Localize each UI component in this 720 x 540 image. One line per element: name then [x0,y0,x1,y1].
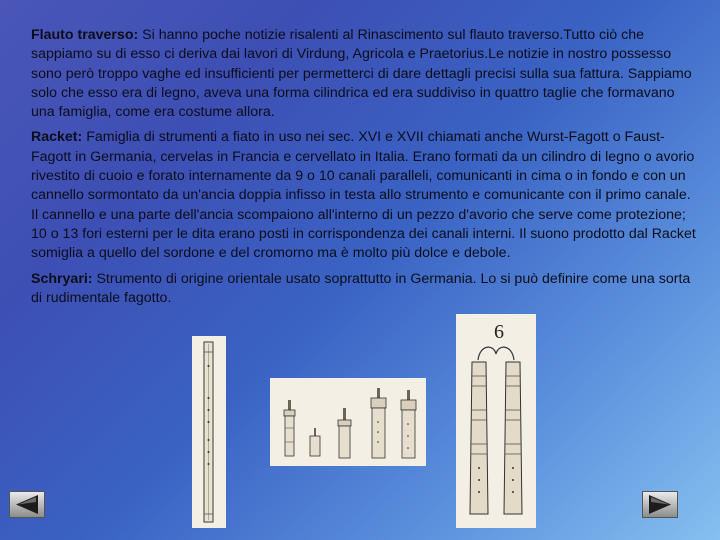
paragraph-body: Si hanno poche notizie risalenti al Rinascimento sul flauto traverso.Tutto ciò che sappiamo su di esso ci deriva dai lavori di Virdung, Agricola e Praetorius.Le notizie in nostro possesso sono però troppo vaghe ed insufficienti per permetterci di dare dettagli precisi sulla sua fattura. Sappiamo solo che esso era di legno, aveva una forma cilindrica ed era suddiviso in quattro taglie che formavano una famiglia, come era costume allora. [31,27,692,121]
racket-family-illustration [270,378,426,466]
flauto-traverso-illustration [192,336,226,528]
schryari-illustration [456,314,536,528]
paragraph-schryari [31,270,696,309]
paragraph-body: Famiglia di strumenti a fiato in uso nei sec. XVI e XVII chiamati anche Wurst-Fagott o Faust-Fagott in Germania, cervelas in Francia e cervellato in Italia. Erano formati da un cilindro di legno o avorio rivestito di cuoio e forato internamente da 9 o 10 canali paralleli, comunicanti in cima o in fondo e con un cannello sormontato da un'ancia doppia infisso in testa allo strumento e comunicante con il primo canale. Il cannello e una parte dell'ancia scompaiono all'interno di un pezzo d'avorio che serve come protezione; 10 o 13 fori esterni per le dita erano posti in corrispondenza dei canali interni. Il suono prodotto dal Racket somiglia a quello del sordone e del cromorno ma è molto più dolce e debole. [31,129,696,262]
arrow-left-icon [9,491,45,518]
term-label: Racket: [31,129,83,146]
term-label: Flauto traverso: [31,27,139,43]
slide-text [31,26,696,314]
plate-number: 6 [494,321,504,343]
paragraph-flauto-traverso [31,26,696,122]
previous-slide-button[interactable] [9,491,45,518]
paragraph-racket [31,128,696,263]
next-slide-button[interactable] [642,491,678,518]
paragraph-body: Strumento di origine orientale usato soprattutto in Germania. Lo si può definire come una sorta di rudimentale fagotto. [31,270,691,306]
term-label: Schryari: [31,270,93,287]
arrow-right-icon [642,491,678,518]
